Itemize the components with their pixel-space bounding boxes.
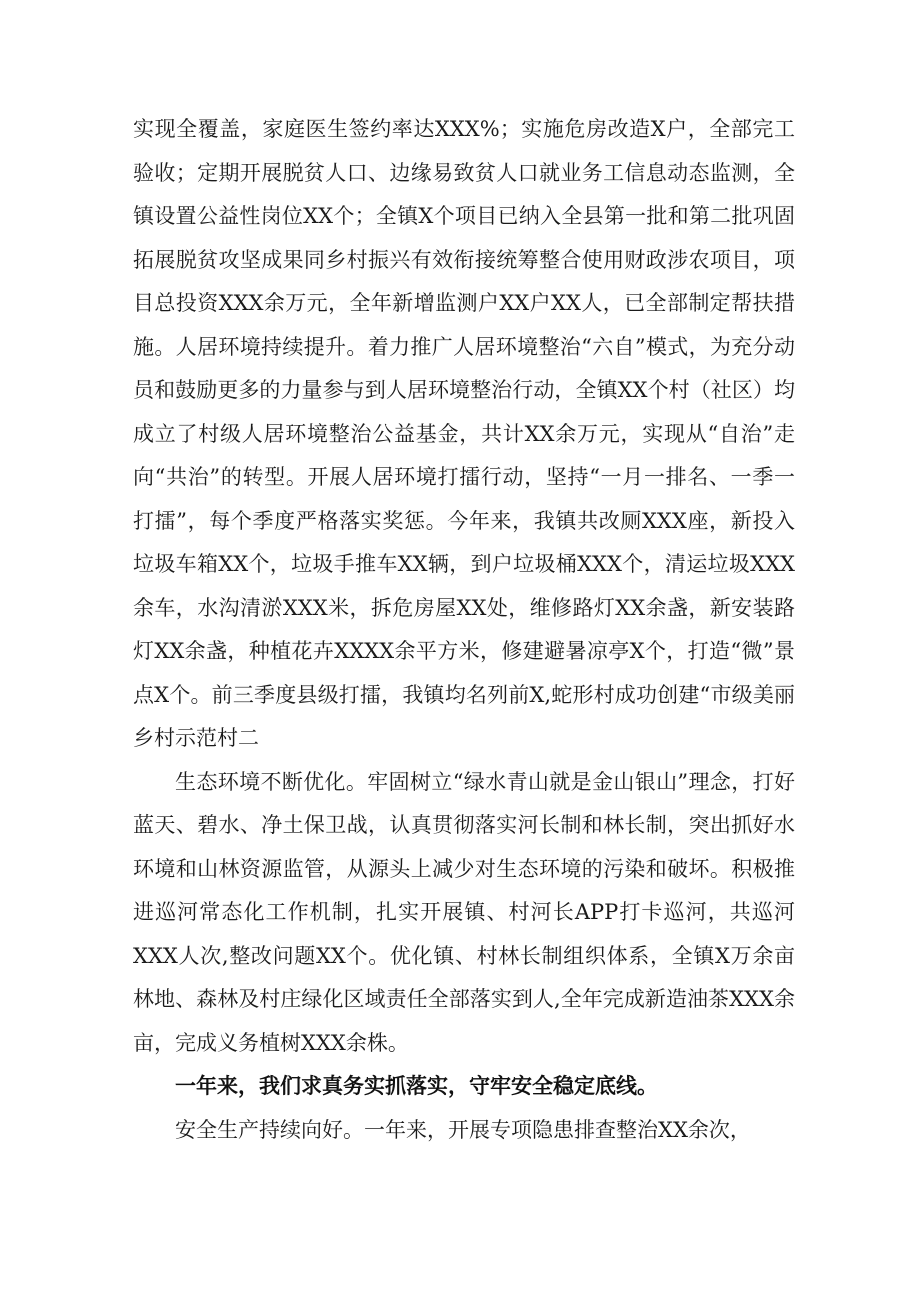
body-paragraph: 安全生产持续向好。一年来，开展专项隐患排查整治XX余次， xyxy=(175,1117,751,1142)
body-paragraph: 实现全覆盖，家庭医生签约率达XXX%；实施危房改造X户，全部完工验收；定期开展脱贫人口、边缘易致贫人口就业务工信息动态监测，全镇设置公益性岗位XX个；全镇X个项目已纳入全县第一批和第二批巩固拓展脱贫攻坚成果同乡村振兴有效衔接统筹整合使用财政涉农项目，项目总投资XXX余万元，全年新增监测户XX户XX人，已全部制定帮扶措施。人居环境持续提升。着力推广人居环境整治“六自”模式，为充分动员和鼓励更多的力量参与到人居环境整治行动，全镇XX个村（社区）均成立了村级人居环境整治公益基金，共计XX余万元，实现从“自治”走向“共治”的转型。开展人居环境打擂行动，坚持“一月一排名、一季一打擂”，每个季度严格落实奖惩。今年来，我镇共改厕XXX座，新投入垃圾车箱XX个，垃圾手推车XX辆，到户垃圾桶XXX个，清运垃圾XXX余车，水沟清淤XXX米，拆危房屋XX处，维修路灯XX余盏，新安装路灯XX余盏，种植花卉XXXX余平方米，修建避暑凉亭X个，打造“微”景点X个。前三季度县级打擂，我镇均名列前X,蛇形村成功创建“市级美丽乡村示范村二 xyxy=(133,117,795,750)
section-heading: 一年来，我们求真务实抓落实，守牢安全稳定底线。 xyxy=(175,1074,658,1098)
document-body xyxy=(133,108,795,1152)
body-paragraph: 生态环境不断优化。牢固树立“绿水青山就是金山银山”理念，打好蓝天、碧水、净土保卫战，认真贯彻落实河长制和林长制，突出抓好水环境和山林资源监管，从源头上减少对生态环境的污染和破坏。积极推进巡河常态化工作机制，扎实开展镇、村河长APP打卡巡河，共巡河XXX人次,整改问题XX个。优化镇、村林长制组织体系，全镇X万余亩林地、森林及村庄绿化区域责任全部落实到人,全年完成新造油茶XXX余亩，完成义务植树XXX余株。 xyxy=(133,769,795,1055)
